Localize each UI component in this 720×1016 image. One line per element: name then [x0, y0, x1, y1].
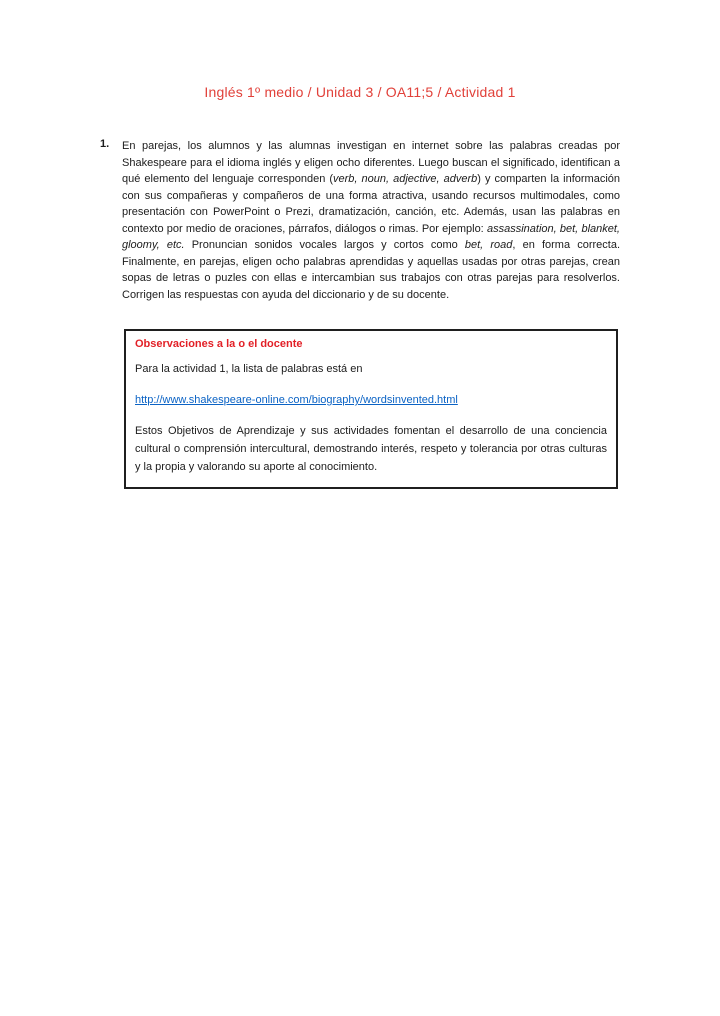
- activity-item-1: [100, 138, 620, 303]
- teacher-notes-link-line: [135, 390, 607, 408]
- activity-paragraph: En parejas, los alumnos y las alumnas investigan en internet sobre las palabras creadas por Shakespeare para el idioma inglés y eligen ocho diferentes. Luego buscan el significado, identifican a qué elemento del lenguaje corresponden (verb, noun, adjective, adverb) y comparten la información con sus compañeras y compañeros de una forma atractiva, usando recursos multimodales, como presentación con PowerPoint o Prezi, dramatización, canción, etc. Además, usan las palabras en contexto por medio de oraciones, párrafos, diálogos o rimas. Por ejemplo: assassination, bet, blanket, gloomy, etc. Pronuncian sonidos vocales largos y cortos como bet, road, en forma correcta. Finalmente, en parejas, eligen ocho palabras aprendidas y aquellas usadas por otras parejas, crean sopas de letras o puzles con ellas e intercambian sus trabajos con otras parejas para resolverlos. Corrigen las respuestas con ayuda del diccionario y de su docente.: [122, 140, 621, 301]
- document-page: [0, 84, 720, 1016]
- page-title: Inglés 1º medio / Unidad 3 / OA11;5 / Actividad 1: [204, 84, 516, 100]
- teacher-notes-heading: Observaciones a la o el docente: [135, 338, 303, 350]
- activity-number: 1.: [100, 138, 110, 150]
- word-list-link[interactable]: http://www.shakespeare-online.com/biography/wordsinvented.html: [135, 394, 458, 406]
- teacher-notes-intro: Para la actividad 1, la lista de palabras está en: [135, 363, 363, 375]
- teacher-notes-box: [124, 329, 618, 489]
- teacher-notes-objectives: Estos Objetivos de Aprendizaje y sus actividades fomentan el desarrollo de una conciencia cultural o comprensión intercultural, demostrando interés, respeto y tolerancia por otras culturas y la propia y valorando su aporte al conocimiento.: [135, 425, 607, 473]
